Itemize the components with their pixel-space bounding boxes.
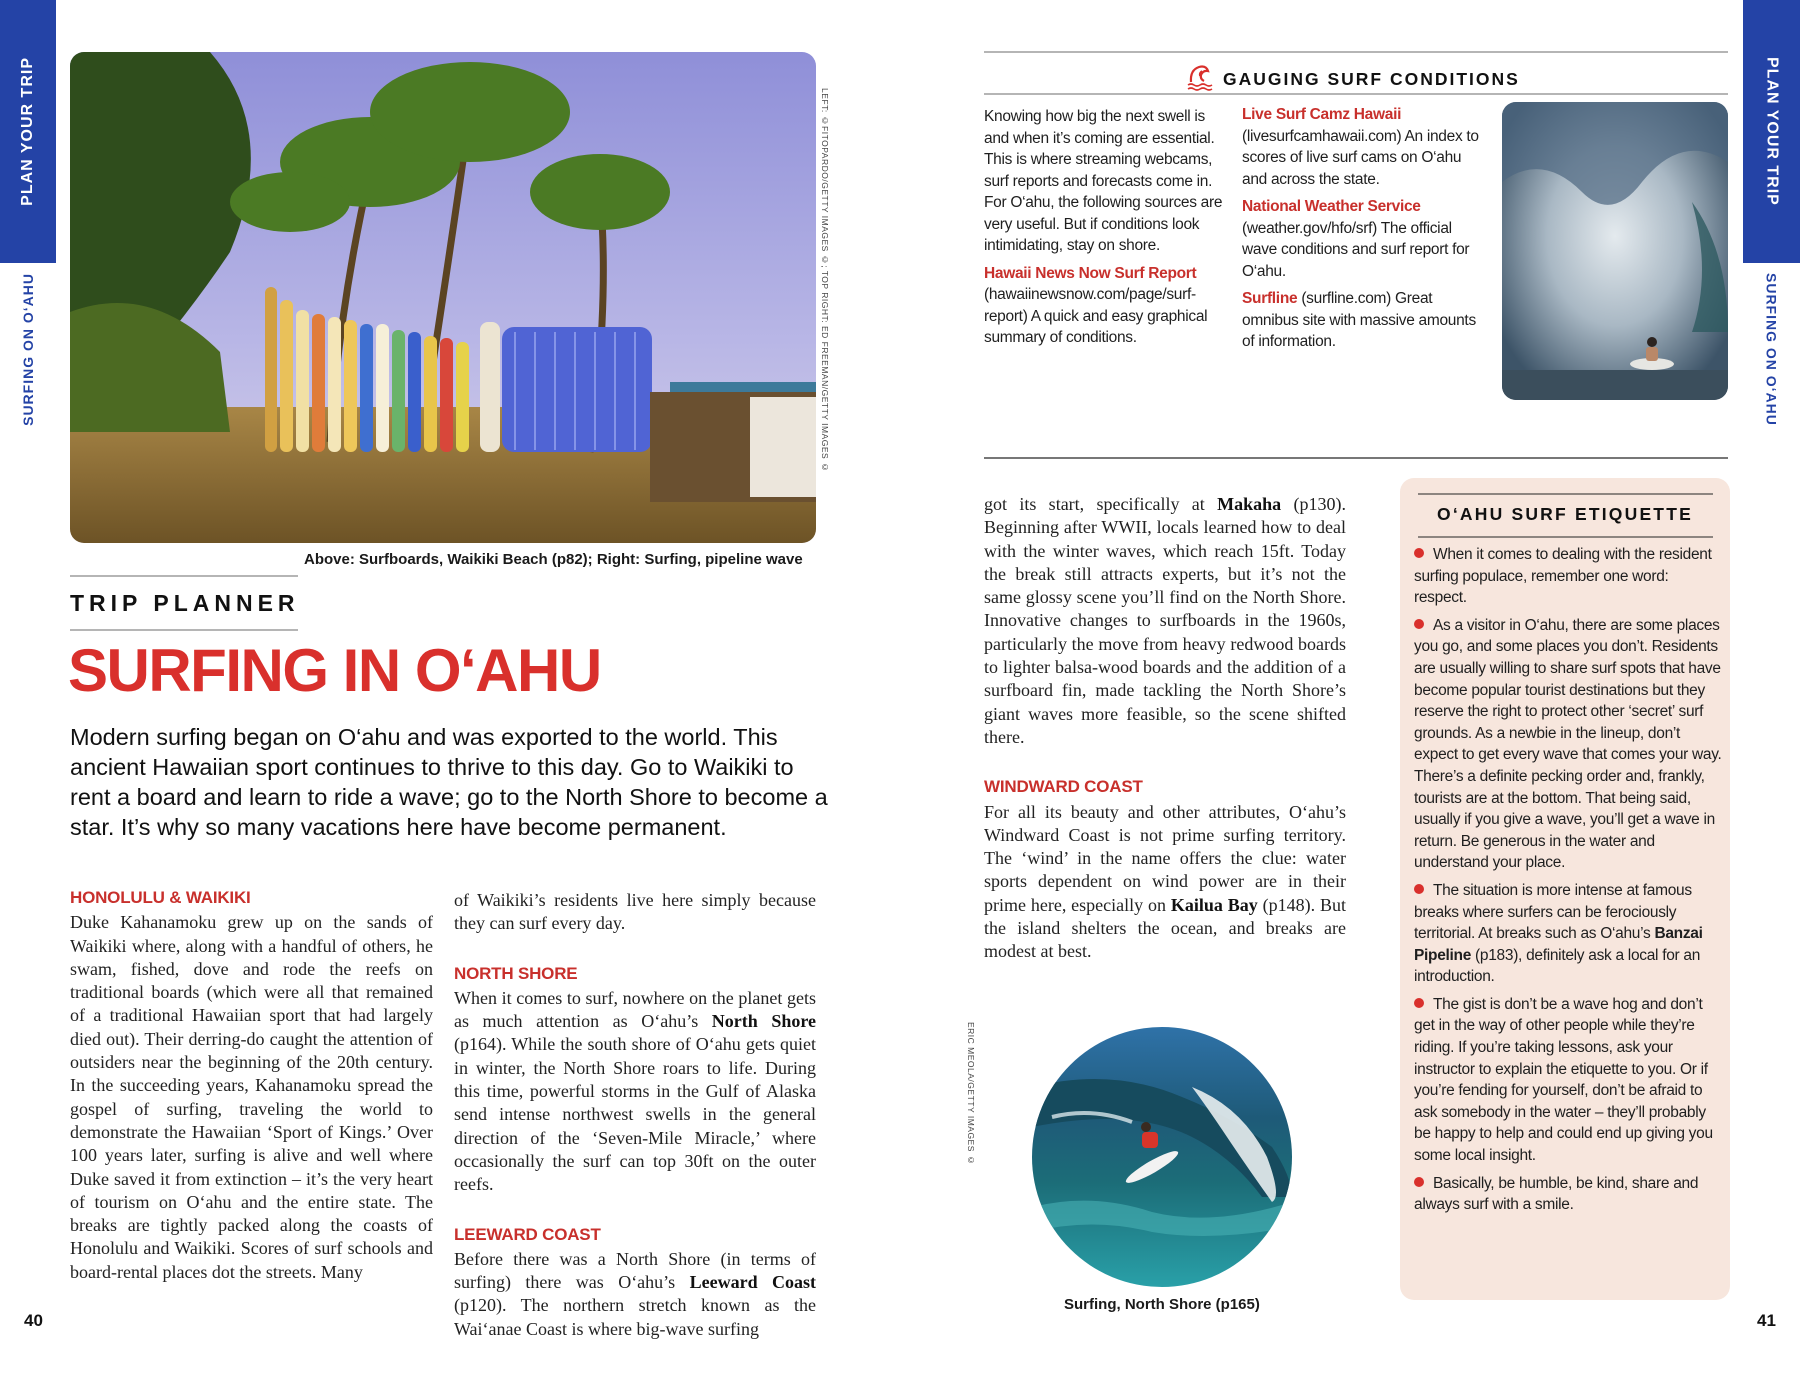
source-name[interactable]: Surfline bbox=[1242, 290, 1298, 307]
column-north-shore bbox=[454, 889, 816, 1341]
list-item: The situation is more intense at famous breaks where surfers can be ferociously territorial. At breaks such as O‘ahu’s Banzai Pipeline (p183), definitely ask a local for an introduction. bbox=[1414, 881, 1703, 986]
bullet-icon bbox=[1414, 884, 1424, 894]
north-shore-circle-photo bbox=[1032, 1027, 1292, 1287]
column-honolulu bbox=[70, 886, 433, 1284]
circle-photo-caption: Surfing, North Shore (p165) bbox=[1064, 1296, 1260, 1313]
source-item: Surfline (surfline.com) Great omnibus site with massive amounts of information. bbox=[1242, 290, 1476, 350]
pipeline-wave-image bbox=[1502, 102, 1728, 400]
photo-credit-circle: ERIC MEOLA/GETTY IMAGES © bbox=[966, 1022, 976, 1166]
divider bbox=[984, 51, 1728, 53]
gauging-title-text: GAUGING SURF CONDITIONS bbox=[1223, 69, 1520, 89]
chapter-tab-label-right: SURFING ON O‘AHU bbox=[1763, 272, 1780, 426]
column-leeward-windward bbox=[984, 493, 1346, 964]
list-item: As a visitor in O‘ahu, there are some places you go, and some places you don’t. Residents are usually willing to share surf spots that have become popular tourist destinations but they reserve the right to protect other ‘secret’ surf grounds. As a newbie in the lineup, don’t expect to get every wave that comes your way. There’s a definite pecking order and, frankly, tourists are at the bottom. That being said, usually if you give a wave, you’ll get a wave in return. Be generous in the water and understand your place. bbox=[1414, 616, 1722, 872]
list-item: Basically, be humble, be kind, share and always surf with a smile. bbox=[1414, 1174, 1699, 1214]
north-shore-circle-image bbox=[1032, 1027, 1292, 1287]
list-item: When it comes to dealing with the resident surfing populace, remember one word: respect. bbox=[1414, 546, 1712, 607]
source-item: Live Surf Camz Hawaii (livesurfcamhawaii.com) An index to scores of live surf cams on O‘ahu and across the state. bbox=[1242, 106, 1479, 188]
section-tab-label-right: PLAN YOUR TRIP bbox=[1763, 57, 1781, 206]
bullet-icon bbox=[1414, 1177, 1424, 1187]
body-honolulu: Duke Kahanamoku grew up on the sands of Waikiki where, along with a handful of others, he swam, fished, dove and rode the reefs on traditional boards (which were all that remained of a traditional Hawaiian sport that had largely died out). Their derring-do caught the attention of outsiders near the beginning of the 20th century. In the succeeding years, Kahanamoku spread the gospel of surfing, traveling the world to demonstrate the Hawaiian ‘Sport of Kings.’ Over 100 years later, surfing is alive and well where Duke saved it from extinction – it’s the very heart of tourism on O‘ahu and the entire state. The breaks are tightly packed along the coasts of Honolulu and Waikiki. Scores of surf schools and board-rental places dot the streets. Many bbox=[70, 912, 433, 1282]
heading-windward-coast: WINDWARD COAST bbox=[984, 777, 1143, 797]
source-name[interactable]: Hawaii News Now Surf Report bbox=[984, 264, 1197, 282]
page-number-left: 40 bbox=[24, 1311, 43, 1330]
body-leeward: Before there was a North Shore (in terms of surfing) there was O‘ahu’s Leeward Coast (p120). The northern stretch known as the Wai‘anae Coast is where big-wave surfing bbox=[454, 1248, 816, 1339]
chapter-tab-surfing[interactable] bbox=[0, 263, 56, 435]
etiquette-list bbox=[1414, 544, 1724, 1222]
chapter-tab-label: SURFING ON O‘AHU bbox=[20, 272, 36, 426]
heading-north-shore: NORTH SHORE bbox=[454, 963, 578, 983]
divider bbox=[1418, 493, 1713, 495]
section-tab-plan-your-trip-right[interactable] bbox=[1743, 0, 1800, 263]
body-leeward-continued: got its start, specifically at Makaha (p130). Beginning after WWII, locals learned how to deal with the winter waves, which reach 15ft. Today the break still attracts experts, but it’s not the same glossy scene you’ll find on the North Shore. Innovative changes to surfboards in the 1960s, particularly the move from heavy redwood boards to lighter balsa-wood boards and the addition of a surfboard fin, made tackling the North Shore’s giant waves more feasible, so the scene shifted there. bbox=[984, 494, 1346, 747]
section-kicker: TRIP PLANNER bbox=[70, 590, 300, 616]
chapter-tab-surfing-right[interactable] bbox=[1743, 263, 1800, 435]
intro-paragraph: Modern surfing began on O‘ahu and was exported to the world. This ancient Hawaiian sport continues to thrive to this day. Go to Waikiki to rent a board and learn to ride a wave; go to the North Shore to become a star. It’s why so many vacations here have become permanent. bbox=[70, 724, 828, 840]
source-item: National Weather Service (weather.gov/hfo/srf) The official wave conditions and surf report for O‘ahu. bbox=[1242, 198, 1470, 280]
gauging-column-2 bbox=[1242, 104, 1487, 359]
section-tab-plan-your-trip[interactable] bbox=[0, 0, 56, 263]
etiquette-title: O‘AHU SURF ETIQUETTE bbox=[1437, 504, 1693, 524]
source-item: Hawaii News Now Surf Report (hawaiinewsnow.com/page/surf-report) A quick and easy graphical summary of conditions. bbox=[984, 264, 1208, 346]
etiquette-box bbox=[1400, 478, 1730, 1300]
gauging-title bbox=[1185, 62, 1520, 97]
pipeline-wave-photo bbox=[1502, 102, 1728, 400]
photo-credit-top: LEFT: ©FITOPARDO/GETTY IMAGES ©; TOP RIGHT: ED FREEMAN/GETTY IMAGES © bbox=[820, 88, 830, 473]
list-item: The gist is don’t be a wave hog and don’t get in the way of other people while they’re riding. If you’re taking lessons, ask your instructor to explain the etiquette to you. Or if you’re fending for yourself, don’t be afraid to ask somebody in the water – they’ll probably be happy to help and could end up giving you some local insight. bbox=[1414, 995, 1713, 1165]
surfboards-photo-image bbox=[70, 52, 816, 543]
bullet-icon bbox=[1414, 998, 1424, 1008]
body-honolulu-continued: of Waikiki’s residents live here simply because they can surf every day. bbox=[454, 890, 816, 934]
heading-leeward-coast: LEEWARD COAST bbox=[454, 1224, 601, 1244]
section-tab-label: PLAN YOUR TRIP bbox=[19, 57, 36, 206]
wave-icon bbox=[1185, 62, 1215, 97]
leeward-coast-link: Leeward Coast bbox=[689, 1272, 816, 1293]
page-title: SURFING IN O‘AHU bbox=[68, 637, 601, 704]
source-name[interactable]: Live Surf Camz Hawaii bbox=[1242, 106, 1402, 123]
makaha-link: Makaha bbox=[1217, 494, 1282, 514]
divider bbox=[70, 629, 298, 631]
body-north-shore: When it comes to surf, nowhere on the planet gets as much attention as O‘ahu’s North Shore (p164). While the south shore of O‘ahu gets quiet in winter, the North Shore roars to life. During this time, powerful storms in the Gulf of Alaska send intense northwest swells in the general direction of the ‘Seven-Mile Miracle,’ where occasionally the surf can top 30ft on the outer reefs. bbox=[454, 987, 816, 1195]
divider bbox=[1418, 536, 1713, 538]
bullet-icon bbox=[1414, 548, 1424, 558]
divider bbox=[70, 575, 298, 577]
gauging-column-1 bbox=[984, 106, 1229, 355]
banzai-pipeline-link: Banzai Pipeline bbox=[1414, 925, 1703, 964]
divider bbox=[984, 93, 1728, 95]
heading-honolulu-waikiki: HONOLULU & WAIKIKI bbox=[70, 888, 251, 907]
kailua-bay-link: Kailua Bay bbox=[1170, 894, 1258, 915]
source-name[interactable]: National Weather Service bbox=[1242, 198, 1421, 215]
surfboards-photo bbox=[70, 52, 816, 543]
main-photo-caption: Above: Surfboards, Waikiki Beach (p82); Right: Surfing, pipeline wave bbox=[304, 551, 803, 568]
north-shore-link: North Shore bbox=[711, 1011, 816, 1032]
divider bbox=[984, 457, 1728, 459]
body-windward: For all its beauty and other attributes, O‘ahu’s Windward Coast is not prime surfing territory. The ‘wind’ in the name offers the clue: water sports dependent on wind power are in their prime here, especially on Kailua Bay (p148). But the island shelters the ocean, and breaks are modest at best. bbox=[984, 801, 1346, 962]
page-number-right: 41 bbox=[1757, 1311, 1776, 1330]
gauging-intro: Knowing how big the next swell is and when it’s coming are essential. This is where streaming webcams, surf reports and forecasts come in. For O‘ahu, the following sources are very useful. But if conditions look intimidating, stay on shore. bbox=[984, 108, 1223, 254]
bullet-icon bbox=[1414, 619, 1424, 629]
